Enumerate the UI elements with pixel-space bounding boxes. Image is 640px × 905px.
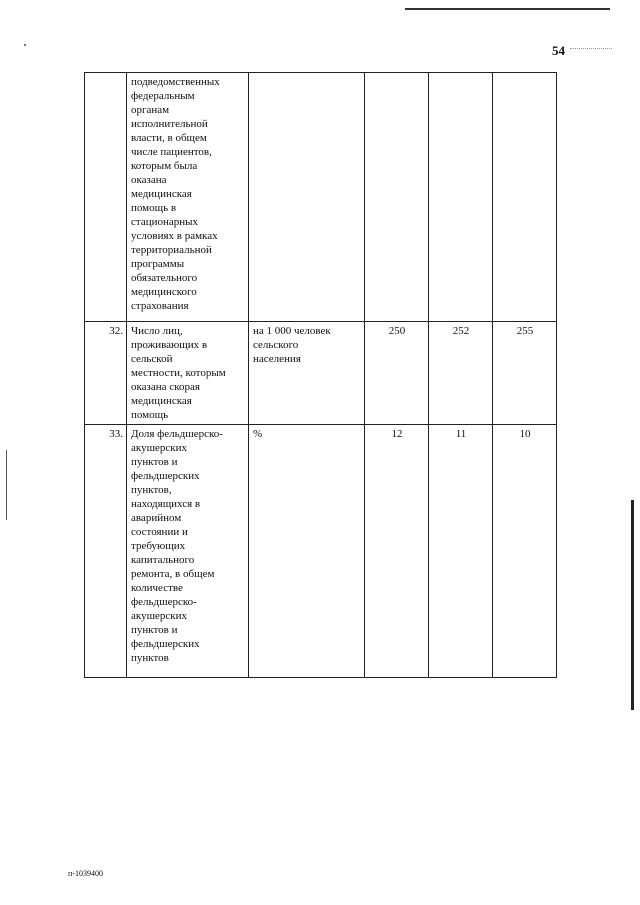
table-row <box>85 73 557 322</box>
row-number: 33. <box>85 425 127 678</box>
scan-speck <box>24 44 26 46</box>
indicator-name: Число лиц, проживающих в сельской местности, которым оказана скорая медицинская помощь <box>127 322 249 425</box>
page-number-leader <box>570 48 612 49</box>
table-row <box>85 425 557 678</box>
value-year-3 <box>493 73 557 322</box>
scan-artifact-left-edge <box>6 450 7 520</box>
value-year-1: 250 <box>365 322 429 425</box>
scan-artifact-right-edge <box>631 500 634 710</box>
unit-of-measure <box>249 73 365 322</box>
indicator-name: подведомственных федеральным органам исполнительной власти, в общем числе пациентов, которым была оказана медицинская помощь в стационарных условиях в рамках территориальной программы обязательного медицинского страхования <box>127 73 249 322</box>
value-year-2: 11 <box>429 425 493 678</box>
value-year-3: 255 <box>493 322 557 425</box>
table-row <box>85 322 557 425</box>
row-number: 32. <box>85 322 127 425</box>
scan-artifact-top-line <box>405 8 610 10</box>
value-year-2 <box>429 73 493 322</box>
unit-of-measure: на 1 000 человек сельского населения <box>249 322 365 425</box>
value-year-1 <box>365 73 429 322</box>
row-number <box>85 73 127 322</box>
indicators-table <box>84 72 557 678</box>
page-number: 54 <box>552 43 565 58</box>
value-year-3: 10 <box>493 425 557 678</box>
value-year-2: 252 <box>429 322 493 425</box>
document-code: п-1039400 <box>68 869 103 878</box>
value-year-1: 12 <box>365 425 429 678</box>
indicator-name: Доля фельдшерско- акушерских пунктов и фельдшерских пунктов, находящихся в аварийном состоянии и требующих капитального ремонта, в общем количестве фельдшерско- акушерских пунктов и фельдшерских пунктов <box>127 425 249 678</box>
unit-of-measure: % <box>249 425 365 678</box>
